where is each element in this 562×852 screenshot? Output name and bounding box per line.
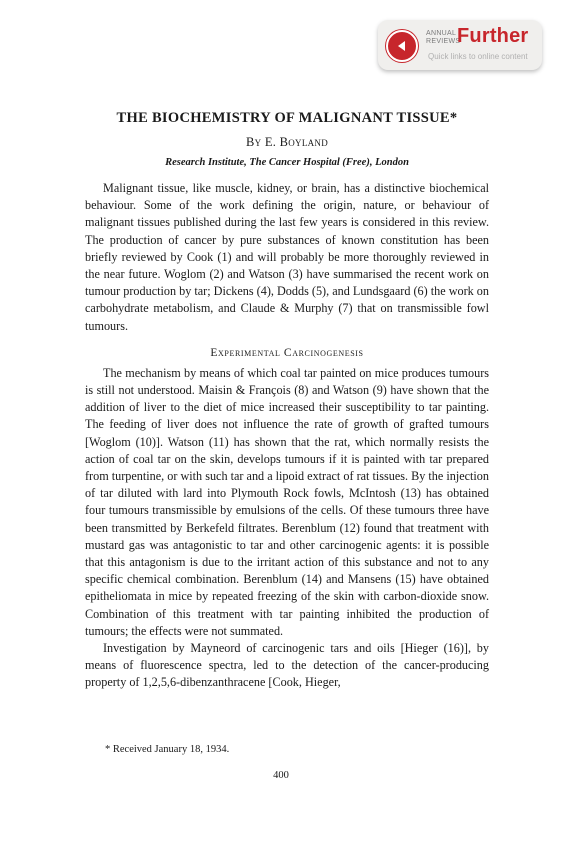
play-back-icon — [386, 30, 418, 62]
footnote: * Received January 18, 1934. — [105, 744, 230, 755]
article-title: THE BIOCHEMISTRY OF MALIGNANT TISSUE* — [116, 110, 458, 126]
intro-paragraph: Malignant tissue, like muscle, kidney, or brain, has a distinctive biochemical behaviour. Some of the work defining the origin, nature, or behaviour of malignant tissues published during the last few years is considered in this review. The production of cancer by pure substances of known constitution has been briefly reviewed by Cook (1) and will probably be more thoroughly reviewed in the near future. Woglom (2) and Watson (3) have summarised the recent work on tumour production by tar; Dickens (4), Dodds (5), and Lundsgaard (6) the work on carbohydrate metabolism, and Claude & Murphy (7) that on transmissible fowl tumours. — [85, 181, 489, 333]
further-label: Further — [457, 25, 529, 47]
annual-reviews-logo-text: ANNUAL REVIEWS — [426, 30, 461, 45]
further-subtitle: Quick links to online content — [428, 52, 528, 61]
body-paragraph-2: The mechanism by means of which coal tar painted on mice produces tumours is still not understood. Maisin & François (8) and Watson (9) have shown that the addition of liver to the diet of mice increased their susceptibility to tar painting. The feeding of liver does not influence the rate of growth of grafted tumours [Woglom (10)]. Watson (11) has shown that the rat, which normally resists the action of coal tar on the skin, develops tumours if it is painted with tar prepared from turpentine, or with such tar and a lipoid extract of rat tissues. By the injection of tar diluted with lard into Plymouth Rock fowls, McIntosh (13) has obtained four tumours transmissible by emulsions of the cells. Of these tumours three have been transmitted by Berkefeld filtrates. Berenblum (12) found that treatment with mustard gas was antagonistic to tar and other carcinogenic agents: it is possible that this antagonism is due to the irritant action of this substance and not to any specific chemical combination. Berenblum (14) and Mansens (15) have obtained epitheliomata in mice by repeated freezing of the skin with carbon-dioxide snow. Combination of this treatment with tar painting inhibited the production of tumours; the effects were not summated. — [85, 365, 489, 638]
further-badge[interactable] — [378, 20, 542, 70]
page-number: 400 — [273, 770, 289, 781]
section-heading: Experimental Carcinogenesis — [210, 346, 364, 359]
article-body — [85, 108, 489, 692]
author-affiliation: Research Institute, The Cancer Hospital (Free), London — [165, 157, 409, 168]
article-author: By E. Boyland — [245, 135, 329, 149]
body-paragraph-3: Investigation by Mayneord of carcinogenic tars and oils [Hieger (16)], by means of fluorescence spectra, led to the detection of the cancer-producing property of 1,2,5,6-dibenzanthracene [Cook, Hieger, — [85, 641, 489, 690]
